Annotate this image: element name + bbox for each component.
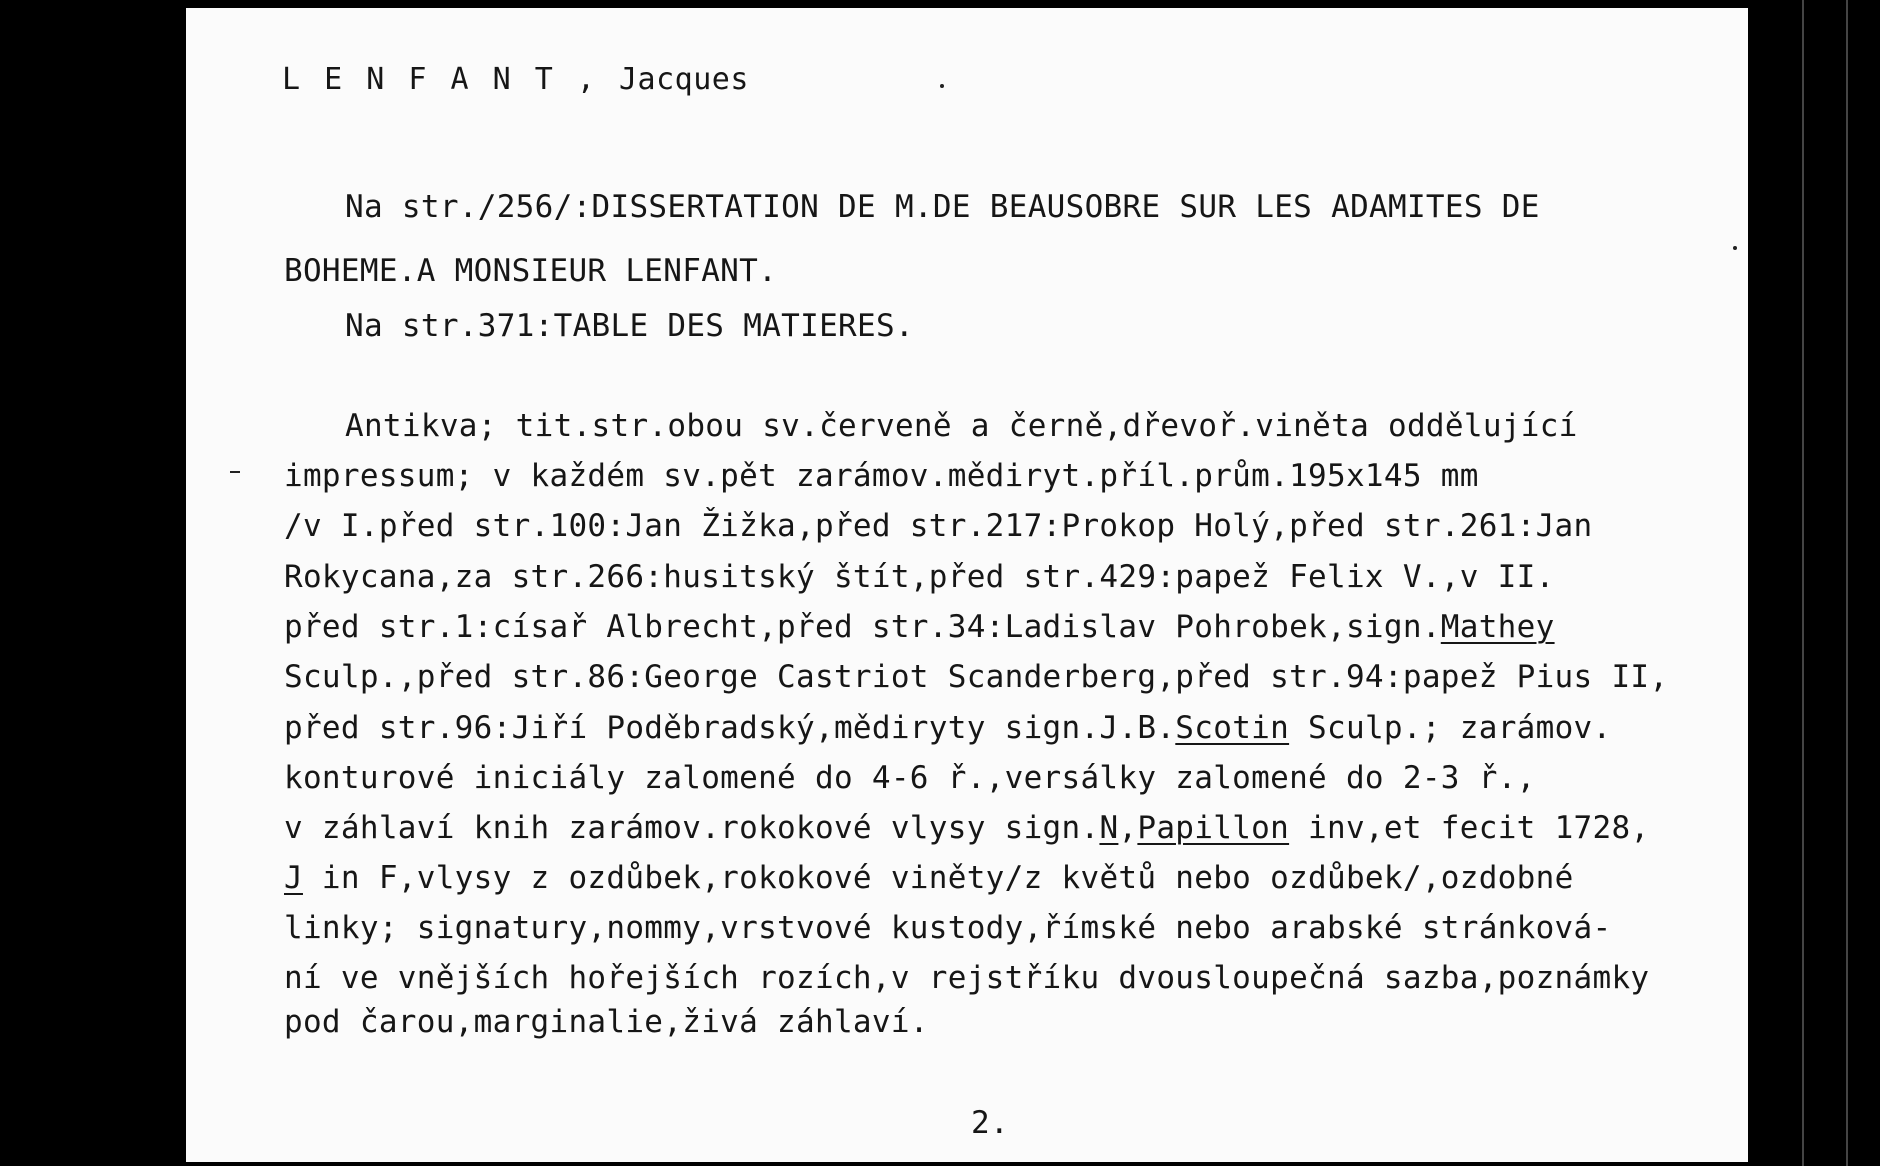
description-line-5 [284,609,1555,645]
author-surname: L E N F A N T [282,62,556,97]
description-line-6: Sculp.,před str.86:George Castriot Scanderberg,před str.94:papež Pius II, [284,659,1669,695]
description-line-8: konturové iniciály zalomené do 4-6 ř.,versálky zalomené do 2-3 ř., [284,760,1536,796]
description-line-9-comma: , [1118,810,1138,846]
margin-mark [230,471,240,473]
description-line-10-text: in F,vlysy z ozdůbek,rokokové viněty/z květů nebo ozdůbek/,ozdobné [302,860,1574,896]
signature-initial-j: J [284,860,303,896]
catalog-card [186,8,1748,1162]
scan-edge-line [1802,0,1804,1166]
author-forename: Jacques [619,62,749,97]
description-line-9-text: v záhlaví knih zarámov.rokokové vlysy sign. [284,810,1100,846]
description-line-9-tail: inv,et fecit 1728, [1289,810,1650,846]
description-line-13: pod čarou,marginalie,živá záhlaví. [284,1004,929,1040]
description-line-5-text: před str.1:císař Albrecht,před str.34:Ladislav Pohrobek,sign. [284,609,1441,645]
description-line-4: Rokycana,za str.266:husitský štít,před str.429:papež Felix V.,v II. [284,559,1555,595]
scan-speck [940,84,944,88]
engraver-mathey: Mathey [1440,609,1555,645]
description-line-11: linky; signatury,nommy,vrstvové kustody,římské nebo arabské stránková- [284,910,1612,946]
description-line-7-tail: Sculp.; zarámov. [1289,710,1612,746]
description-line-7 [284,710,1611,746]
contents-line-1: Na str./256/:DISSERTATION DE M.DE BEAUSOBRE SUR LES ADAMITES DE [345,189,1540,225]
heading-separator: , [555,62,619,97]
contents-line-2: BOHEME.A MONSIEUR LENFANT. [284,253,778,289]
description-line-7-text: před str.96:Jiří Poděbradský,mědiryty sign.J.B. [284,710,1176,746]
author-heading [282,62,749,98]
description-line-3: /v I.před str.100:Jan Žižka,před str.217:Prokop Holý,před str.261:Jan [284,508,1593,544]
scan-edge-line [1846,0,1848,1166]
scan-speck [1733,246,1737,250]
signature-initial-n: N [1099,810,1119,846]
description-line-9 [284,810,1649,846]
description-line-1: Antikva; tit.str.obou sv.červeně a černě,dřevoř.viněta oddělující [345,408,1578,444]
description-line-2: impressum; v každém sv.pět zarámov.mědiryt.příl.prům.195x145 mm [284,458,1479,494]
contents-line-3: Na str.371:TABLE DES MATIERES. [345,308,914,344]
description-line-12: ní ve vnějších hořejších rozích,v rejstříku dvousloupečná sazba,poznámky [284,960,1650,996]
page-number: 2. [971,1105,1009,1141]
engraver-papillon: Papillon [1137,810,1290,846]
description-line-10 [284,860,1574,896]
engraver-scotin: Scotin [1175,710,1290,746]
